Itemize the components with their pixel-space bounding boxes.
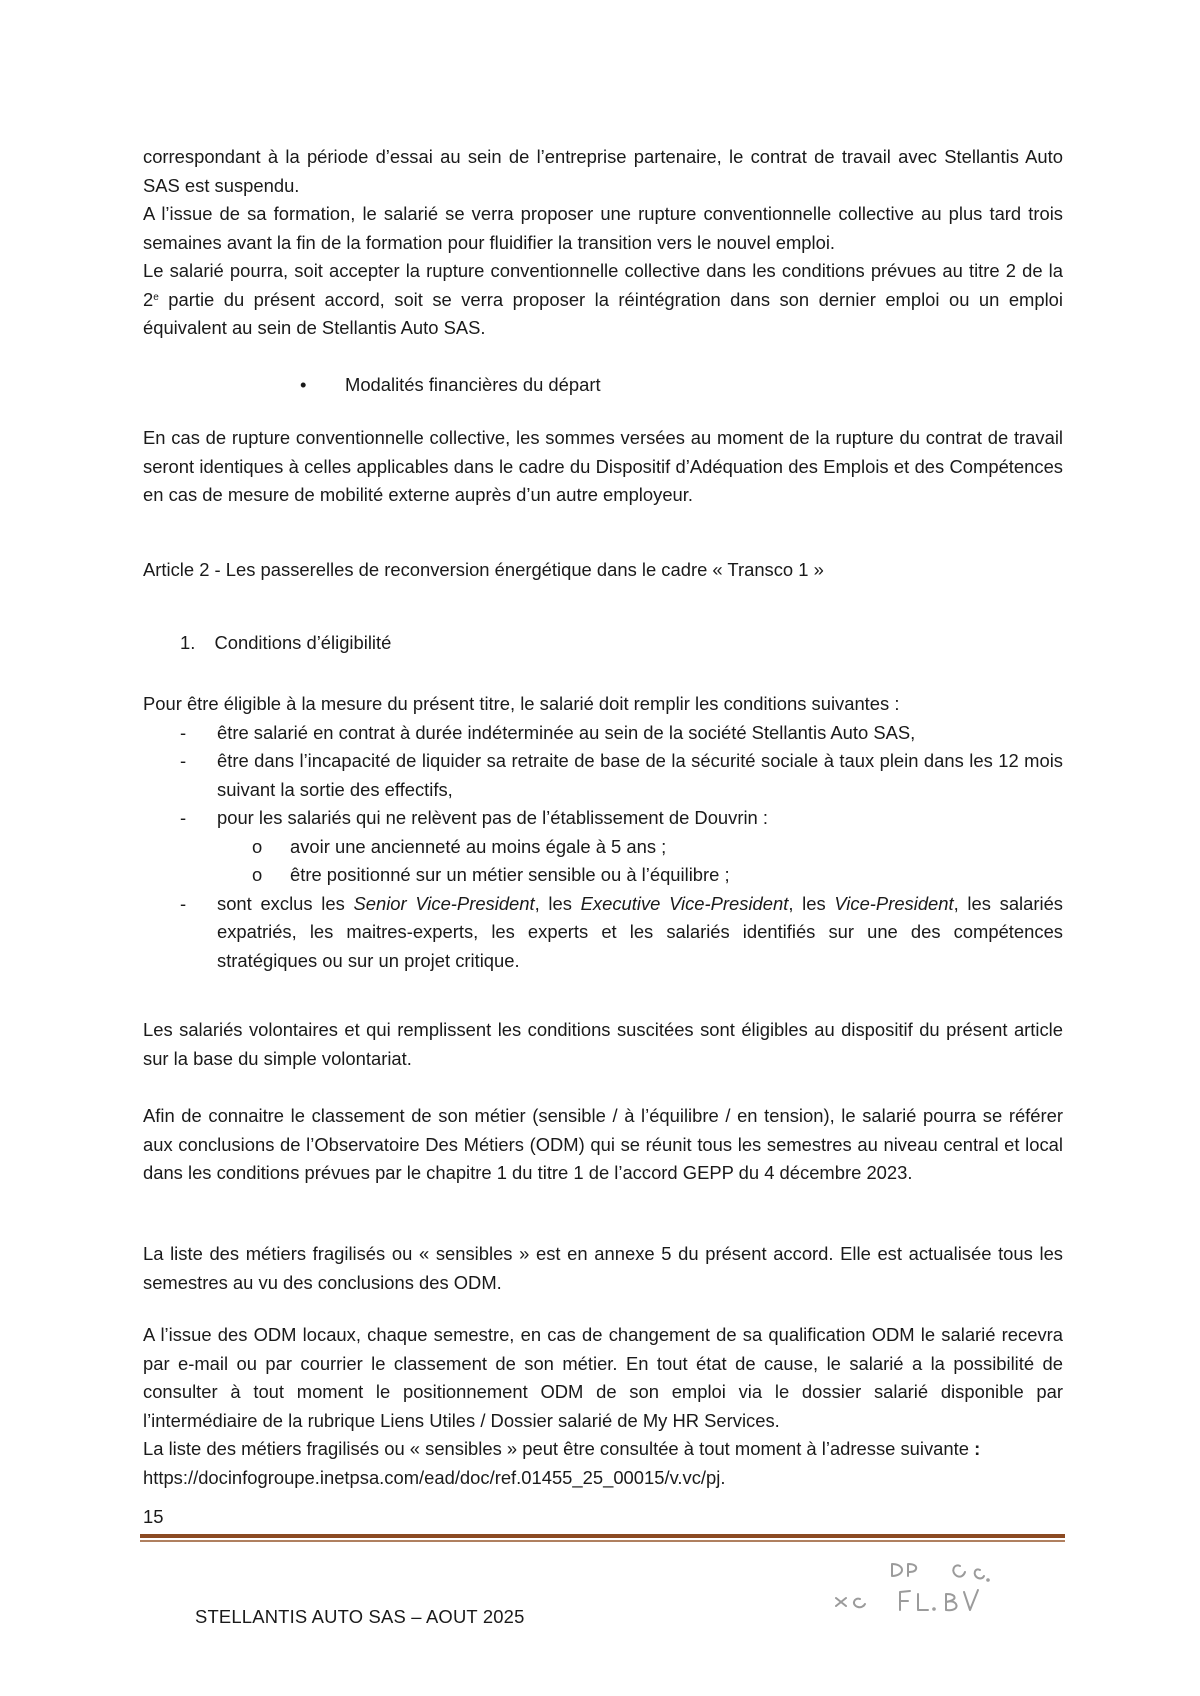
list-item: - être dans l’incapacité de liquider sa retraite de base de la sécurité sociale à taux plein dans les 12 mois suivant la sortie des effectifs, [143, 747, 1063, 804]
intro-block [143, 143, 1063, 343]
financial-terms-heading-text: Modalités financières du départ [345, 374, 601, 395]
list-item: - être salarié en contrat à durée indéterminée au sein de la société Stellantis Auto SAS, [143, 719, 1063, 748]
sub-list-item: o avoir une ancienneté au moins égale à 5 ans ; [143, 833, 1063, 862]
classification-paragraph: Afin de connaitre le classement de son métier (sensible / à l’équilibre / en tension), le salarié pourra se référer aux conclusions de l’Observatoire Des Métiers (ODM) qui se réunit tous les semestres au niveau central et local dans les conditions prévues par le chapitre 1 du titre 1 de l’accord GEPP du 4 décembre 2023. [143, 1105, 1063, 1183]
circle-marker: o [252, 864, 263, 885]
sub-list-item: o être positionné sur un métier sensible ou à l’équilibre ; [143, 861, 1063, 890]
reference-url[interactable]: https://docinfogroupe.inetpsa.com/ead/doc/ref.01455_25_00015/v.vc/pj. [143, 1466, 726, 1488]
volunteers-paragraph: Les salariés volontaires et qui remplissent les conditions suscitées sont éligibles au dispositif du présent article sur la base du simple volontariat. [143, 1019, 1063, 1069]
footer-rule-thin [140, 1540, 1065, 1542]
section-number: 1. [180, 632, 196, 653]
eligibility-intro: Pour être éligible à la mesure du présent titre, le salarié doit remplir les conditions suivantes : [143, 693, 900, 714]
eligibility-block [143, 690, 1063, 975]
footer-rule [140, 1534, 1065, 1538]
url-paragraph: La liste des métiers fragilisés ou « sensibles » peut être consultée à tout moment à l’adresse suivante : [143, 1438, 981, 1459]
choice-paragraph: Le salarié pourra, soit accepter la rupture conventionnelle collective dans les conditions prévues au titre 2 de la 2e partie du présent accord, soit se verra proposer la réintégration dans son dernier emploi ou un emploi équivalent au sein de Stellantis Auto SAS. [143, 260, 1063, 338]
dash-marker: - [180, 721, 187, 743]
article-heading: Article 2 - Les passerelles de reconversion énergétique dans le cadre « Transco 1 » [143, 559, 824, 580]
financial-block [143, 424, 1063, 510]
intro-paragraph-1: correspondant à la période d’essai au sein de l’entreprise partenaire, le contrat de travail avec Stellantis Auto SAS est suspendu. [143, 146, 1063, 196]
list-item: - pour les salariés qui ne relèvent pas de l’établissement de Douvrin : [143, 804, 1063, 833]
section-title: Conditions d’éligibilité [214, 632, 392, 653]
financial-paragraph: En cas de rupture conventionnelle collective, les sommes versées au moment de la rupture du contrat de travail seront identiques à celles applicables dans le cadre du Dispositif d’Adéquation des Emplois et des Compétences en cas de mesure de mobilité externe auprès d’un autre employeur. [143, 427, 1063, 505]
dash-marker: - [180, 807, 187, 828]
section-heading [180, 629, 391, 657]
list-annex-block [143, 1240, 1063, 1297]
handwritten-initials [830, 1552, 1010, 1622]
dash-marker: - [180, 750, 187, 771]
dash-marker: - [180, 892, 187, 914]
page-number: 15 [143, 1506, 164, 1527]
intro-paragraph-2: A l’issue de sa formation, le salarié se verra proposer une rupture conventionnelle collective au plus tard trois semaines avant la fin de la formation pour fluidifier la transition vers le nouvel emploi. [143, 203, 1063, 253]
circle-marker: o [252, 835, 263, 857]
list-annex-paragraph: La liste des métiers fragilisés ou « sensibles » est en annexe 5 du présent accord. Elle est actualisée tous les semestres au vu des conclusions des ODM. [143, 1243, 1063, 1293]
classification-block [143, 1102, 1063, 1188]
odm-paragraph: A l’issue des ODM locaux, chaque semestre, en cas de changement de sa qualification ODM le salarié recevra par e-mail ou par courrier le classement de son métier. En tout état de cause, le salarié a la possibilité de consulter à tout moment le positionnement ODM de son emploi via le dossier salarié disponible par l’intermédiaire de la rubrique Liens Utiles / Dossier salarié de My HR Services. [143, 1324, 1063, 1431]
list-item: - sont exclus les Senior Vice-President, les Executive Vice-President, les Vice-President, les salariés expatriés, les maitres-experts, les experts et les salariés identifiés sur une des compétences stratégiques ou sur un projet critique. [143, 890, 1063, 976]
odm-block [143, 1321, 1063, 1492]
footer-company-date: STELLANTIS AUTO SAS – AOUT 2025 [195, 1606, 525, 1627]
volunteers-block [143, 1016, 1063, 1073]
bullet-marker: • [300, 374, 307, 395]
